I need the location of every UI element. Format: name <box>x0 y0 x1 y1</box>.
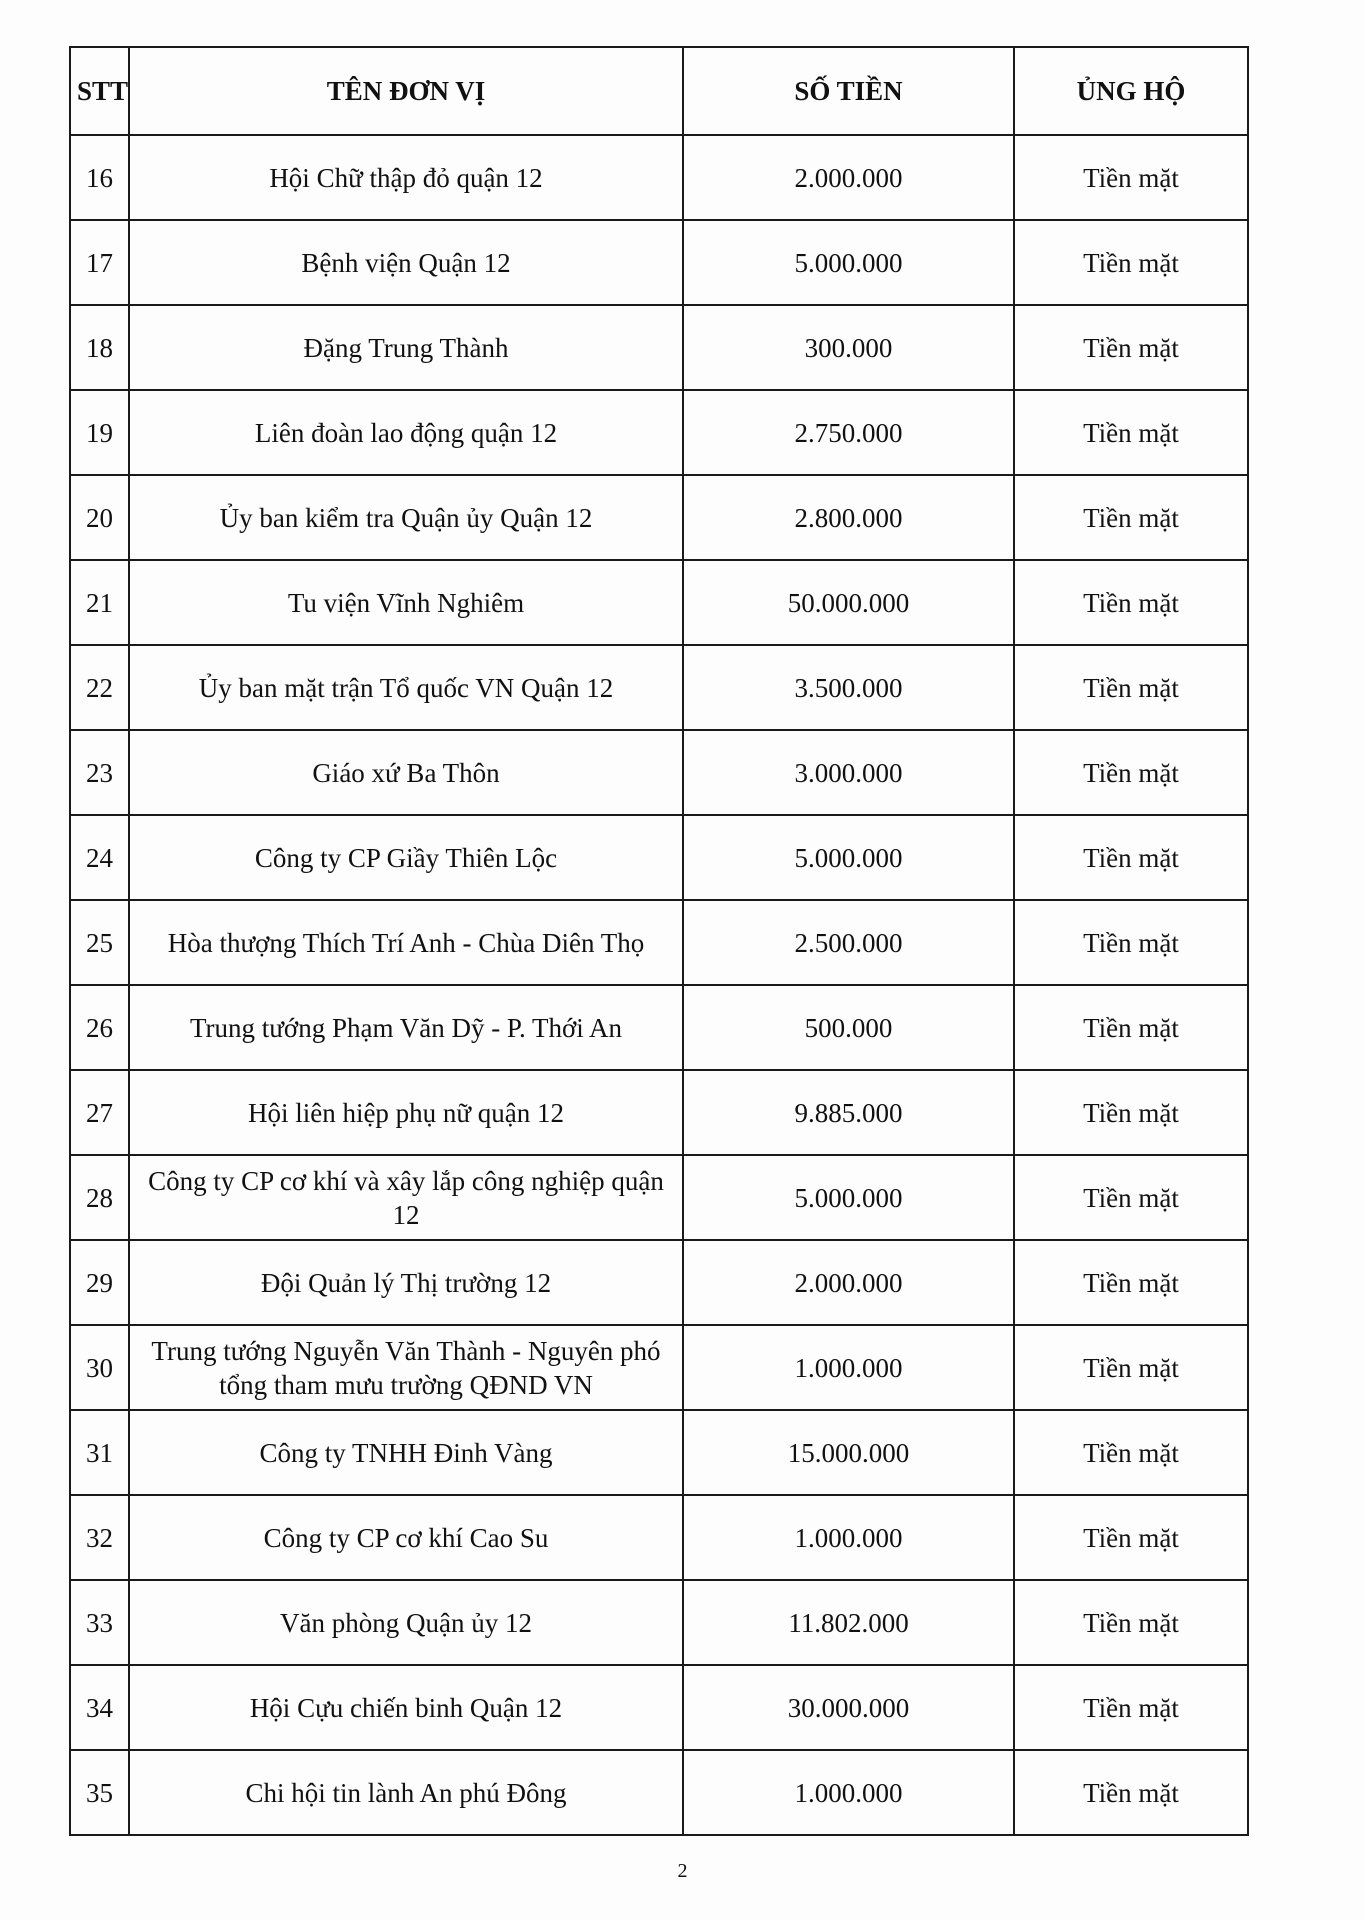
cell-amount: 1.000.000 <box>683 1495 1014 1580</box>
cell-name: Công ty CP cơ khí Cao Su <box>129 1495 683 1580</box>
cell-amount: 5.000.000 <box>683 1155 1014 1240</box>
table-row <box>70 1665 1248 1750</box>
table-row <box>70 220 1248 305</box>
cell-amount: 3.000.000 <box>683 730 1014 815</box>
cell-type: Tiền mặt <box>1014 475 1248 560</box>
cell-type: Tiền mặt <box>1014 900 1248 985</box>
cell-name: Bệnh viện Quận 12 <box>129 220 683 305</box>
cell-type: Tiền mặt <box>1014 1410 1248 1495</box>
table-row <box>70 1070 1248 1155</box>
cell-amount: 300.000 <box>683 305 1014 390</box>
table-row <box>70 135 1248 220</box>
cell-name: Chi hội tin lành An phú Đông <box>129 1750 683 1835</box>
cell-name: Đặng Trung Thành <box>129 305 683 390</box>
cell-stt: 34 <box>70 1665 129 1750</box>
cell-amount: 2.000.000 <box>683 135 1014 220</box>
table-row <box>70 1495 1248 1580</box>
cell-name: Trung tướng Nguyễn Văn Thành - Nguyên phó tổng tham mưu trường QĐND VN <box>129 1325 683 1410</box>
cell-amount: 3.500.000 <box>683 645 1014 730</box>
cell-name: Văn phòng Quận ủy 12 <box>129 1580 683 1665</box>
cell-type: Tiền mặt <box>1014 730 1248 815</box>
cell-name: Trung tướng Phạm Văn Dỹ - P. Thới An <box>129 985 683 1070</box>
table-row <box>70 985 1248 1070</box>
cell-type: Tiền mặt <box>1014 305 1248 390</box>
cell-stt: 16 <box>70 135 129 220</box>
cell-name: Công ty TNHH Đinh Vàng <box>129 1410 683 1495</box>
cell-name: Hội liên hiệp phụ nữ quận 12 <box>129 1070 683 1155</box>
table-row <box>70 1580 1248 1665</box>
cell-amount: 50.000.000 <box>683 560 1014 645</box>
cell-stt: 31 <box>70 1410 129 1495</box>
cell-name: Ủy ban kiểm tra Quận ủy Quận 12 <box>129 475 683 560</box>
cell-name: Tu viện Vĩnh Nghiêm <box>129 560 683 645</box>
cell-type: Tiền mặt <box>1014 560 1248 645</box>
cell-name: Ủy ban mặt trận Tổ quốc VN Quận 12 <box>129 645 683 730</box>
table-row <box>70 1240 1248 1325</box>
cell-amount: 2.000.000 <box>683 1240 1014 1325</box>
cell-stt: 29 <box>70 1240 129 1325</box>
table-row <box>70 560 1248 645</box>
cell-type: Tiền mặt <box>1014 645 1248 730</box>
cell-type: Tiền mặt <box>1014 815 1248 900</box>
cell-name: Hội Cựu chiến binh Quận 12 <box>129 1665 683 1750</box>
cell-stt: 19 <box>70 390 129 475</box>
table-row <box>70 1325 1248 1410</box>
table-row <box>70 1155 1248 1240</box>
cell-stt: 33 <box>70 1580 129 1665</box>
cell-stt: 22 <box>70 645 129 730</box>
header-stt: STT <box>70 47 129 135</box>
cell-type: Tiền mặt <box>1014 1155 1248 1240</box>
cell-amount: 500.000 <box>683 985 1014 1070</box>
cell-name: Giáo xứ Ba Thôn <box>129 730 683 815</box>
cell-stt: 18 <box>70 305 129 390</box>
cell-stt: 21 <box>70 560 129 645</box>
donation-table <box>69 46 1249 1836</box>
cell-stt: 23 <box>70 730 129 815</box>
cell-name: Hòa thượng Thích Trí Anh - Chùa Diên Thọ <box>129 900 683 985</box>
table-row <box>70 645 1248 730</box>
cell-type: Tiền mặt <box>1014 1665 1248 1750</box>
table-row <box>70 815 1248 900</box>
cell-type: Tiền mặt <box>1014 1070 1248 1155</box>
cell-name: Công ty CP Giầy Thiên Lộc <box>129 815 683 900</box>
cell-stt: 27 <box>70 1070 129 1155</box>
cell-amount: 1.000.000 <box>683 1325 1014 1410</box>
cell-type: Tiền mặt <box>1014 220 1248 305</box>
table-row <box>70 475 1248 560</box>
cell-type: Tiền mặt <box>1014 1325 1248 1410</box>
cell-type: Tiền mặt <box>1014 1240 1248 1325</box>
table-row <box>70 900 1248 985</box>
cell-name: Đội Quản lý Thị trường 12 <box>129 1240 683 1325</box>
cell-amount: 1.000.000 <box>683 1750 1014 1835</box>
cell-stt: 25 <box>70 900 129 985</box>
cell-stt: 17 <box>70 220 129 305</box>
cell-amount: 15.000.000 <box>683 1410 1014 1495</box>
header-name: TÊN ĐƠN VỊ <box>129 47 683 135</box>
cell-type: Tiền mặt <box>1014 390 1248 475</box>
table-row <box>70 305 1248 390</box>
cell-amount: 9.885.000 <box>683 1070 1014 1155</box>
table-row <box>70 1410 1248 1495</box>
cell-amount: 30.000.000 <box>683 1665 1014 1750</box>
cell-stt: 28 <box>70 1155 129 1240</box>
cell-amount: 2.800.000 <box>683 475 1014 560</box>
table-body <box>70 135 1248 1835</box>
table-row <box>70 730 1248 815</box>
cell-type: Tiền mặt <box>1014 135 1248 220</box>
cell-amount: 5.000.000 <box>683 815 1014 900</box>
page-number: 2 <box>677 1860 688 1882</box>
table-header-row <box>70 47 1248 135</box>
cell-name: Liên đoàn lao động quận 12 <box>129 390 683 475</box>
table-row <box>70 1750 1248 1835</box>
table-row <box>70 390 1248 475</box>
cell-stt: 20 <box>70 475 129 560</box>
header-amount: SỐ TIỀN <box>683 47 1014 135</box>
cell-type: Tiền mặt <box>1014 1495 1248 1580</box>
cell-type: Tiền mặt <box>1014 1580 1248 1665</box>
cell-stt: 32 <box>70 1495 129 1580</box>
cell-type: Tiền mặt <box>1014 1750 1248 1835</box>
cell-stt: 30 <box>70 1325 129 1410</box>
cell-stt: 24 <box>70 815 129 900</box>
cell-amount: 2.500.000 <box>683 900 1014 985</box>
header-type: ỦNG HỘ <box>1014 47 1248 135</box>
cell-name: Công ty CP cơ khí và xây lắp công nghiệp quận 12 <box>129 1155 683 1240</box>
cell-name: Hội Chữ thập đỏ quận 12 <box>129 135 683 220</box>
cell-stt: 26 <box>70 985 129 1070</box>
cell-stt: 35 <box>70 1750 129 1835</box>
cell-amount: 5.000.000 <box>683 220 1014 305</box>
cell-type: Tiền mặt <box>1014 985 1248 1070</box>
cell-amount: 2.750.000 <box>683 390 1014 475</box>
cell-amount: 11.802.000 <box>683 1580 1014 1665</box>
